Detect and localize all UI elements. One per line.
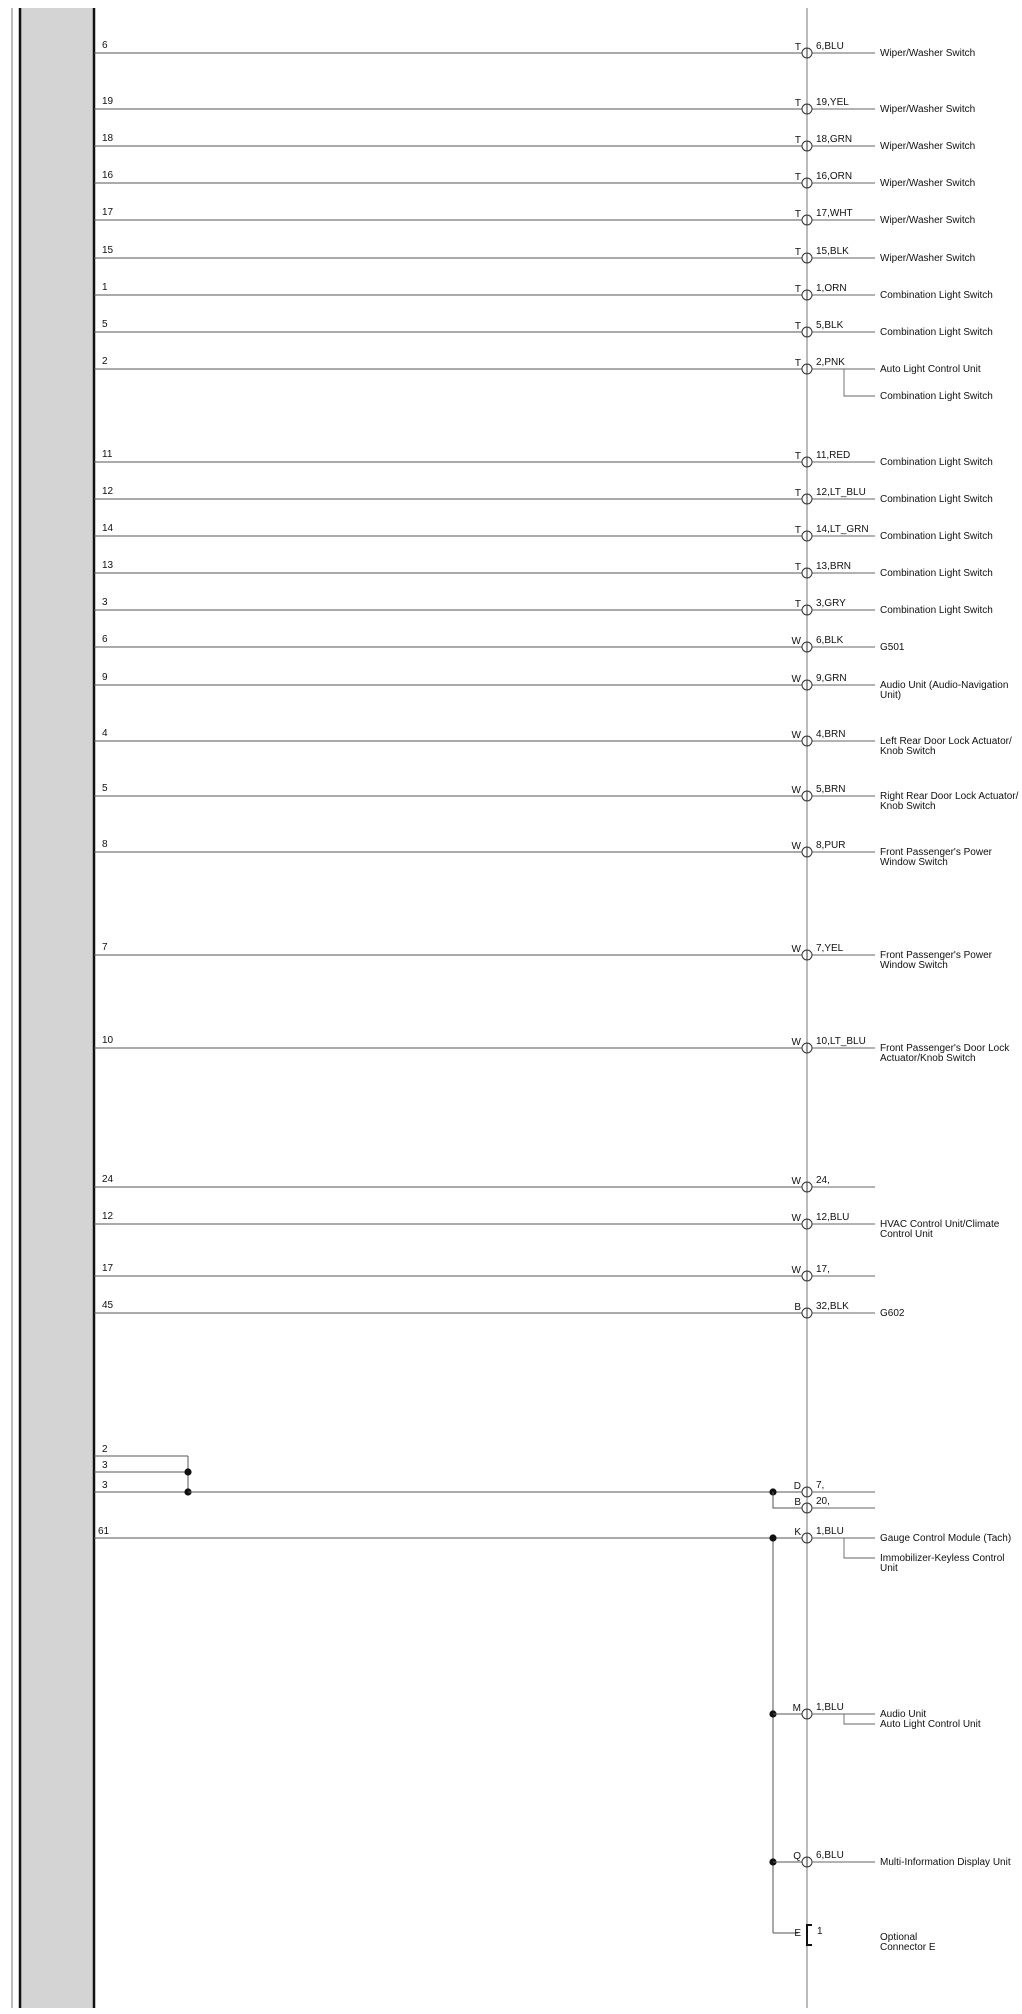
destination-label-line-0: Combination Light Switch (880, 568, 993, 579)
destination-label-line-1: Knob Switch (880, 801, 936, 812)
connector-letter: W (791, 1265, 801, 1276)
connector-letter: W (791, 636, 801, 647)
pin-number: 3 (102, 597, 108, 608)
pin-number: 17 (102, 207, 114, 218)
connector-letter: T (794, 599, 801, 610)
pin-number: 24 (102, 1174, 114, 1185)
wire-row (94, 449, 993, 468)
connector-letter: Q (793, 1851, 801, 1862)
destination-label-line-1: Actuator/Knob Switch (880, 1053, 976, 1064)
pin-number: 4 (102, 728, 108, 739)
destination-label-line-0: Left Rear Door Lock Actuator/ (880, 736, 1012, 747)
wire-color-label: 15,BLK (816, 246, 849, 257)
pin-number: 5 (102, 319, 108, 330)
wire-row (94, 1263, 875, 1281)
connector-letter: W (791, 1213, 801, 1224)
pin-number: 6 (102, 634, 108, 645)
connector-letter: T (794, 98, 801, 109)
destination-label-line-0: Right Rear Door Lock Actuator/ (880, 791, 1019, 802)
connector-letter: E (794, 1928, 801, 1939)
destination-label-line-0: Combination Light Switch (880, 290, 993, 301)
pin-number: 13 (102, 560, 114, 571)
pin-number: 9 (102, 672, 108, 683)
destination-label-line-1: Control Unit (880, 1229, 933, 1240)
wire-color-label: 1,ORN (816, 283, 847, 294)
wire-color-label: 4,BRN (816, 729, 846, 740)
destination-label-line-0: Audio Unit (Audio-Navigation (880, 680, 1009, 691)
destination-label-line-1: Knob Switch (880, 746, 936, 757)
pin-number: 6 (102, 40, 108, 51)
wire-color-label: 17,WHT (816, 208, 853, 219)
pin-number: 17 (102, 1263, 114, 1274)
connector-letter: T (794, 488, 801, 499)
connector-letter: W (791, 944, 801, 955)
wire-row (94, 634, 905, 653)
joint-pin-number: 3 (102, 1480, 108, 1491)
wire-row (94, 319, 993, 338)
wire-color-label: 19,YEL (816, 97, 849, 108)
destination-label-line-0: Gauge Control Module (Tach) (880, 1533, 1012, 1544)
pin-number: 19 (102, 96, 114, 107)
wire-row (94, 282, 993, 301)
wire-row (94, 40, 975, 59)
pin-number: 15 (102, 245, 114, 256)
branch-destination-label-line-0: Immobilizer-Keyless Control (880, 1553, 1005, 1564)
wire-color-label: 1,BLU (816, 1526, 844, 1537)
pin-number: 1 (102, 282, 108, 293)
wire-rows (94, 40, 1019, 1319)
wire-color-label: 1,BLU (816, 1702, 844, 1713)
destination-label-line-0: Wiper/Washer Switch (880, 104, 976, 115)
connector-letter: T (794, 358, 801, 369)
destination-label-line-0: Wiper/Washer Switch (880, 215, 976, 226)
pin-number: 8 (102, 839, 108, 850)
wire-row (94, 560, 993, 579)
wire-color-label: 12,BLU (816, 1212, 850, 1223)
connector-letter: W (791, 785, 801, 796)
connector-letter: W (791, 841, 801, 852)
connector-letter: T (794, 284, 801, 295)
destination-label-line-0: Wiper/Washer Switch (880, 253, 976, 264)
destination-label-line-0: Auto Light Control Unit (880, 364, 981, 375)
pin-number: 7 (102, 942, 108, 953)
joint-pin-number: 2 (102, 1444, 108, 1455)
splice-dot (769, 1534, 776, 1541)
wire-row (94, 523, 993, 542)
connector-letter: W (791, 1037, 801, 1048)
wire-color-label: 6,BLU (816, 1850, 844, 1861)
wire-row (94, 207, 975, 226)
destination-label-line-1: Window Switch (880, 857, 948, 868)
wire-row (94, 839, 993, 868)
wire-row (94, 597, 993, 616)
wire-color-label: 6,BLK (816, 635, 844, 646)
wire-color-label: 5,BLK (816, 320, 844, 331)
wire-color-label: 24, (816, 1175, 830, 1186)
branch-destination-label-line-1: Unit (880, 1563, 898, 1574)
wire-row (94, 245, 975, 264)
splice-dot (184, 1468, 191, 1475)
connector-letter: T (794, 525, 801, 536)
wire-color-label: 18,GRN (816, 134, 853, 145)
destination-label-line-0: G501 (880, 642, 905, 653)
wire-color-label: 13,BRN (816, 561, 852, 572)
control-unit-body (20, 8, 94, 2008)
connector-letter: T (794, 172, 801, 183)
wire-color-label: 7,YEL (816, 943, 844, 954)
destination-label-line-0: HVAC Control Unit/Climate (880, 1219, 1000, 1230)
connector-letter: T (794, 451, 801, 462)
destination-label-line-0: Combination Light Switch (880, 494, 993, 505)
wire-color-label: 20, (816, 1496, 830, 1507)
destination-label-line-0: Wiper/Washer Switch (880, 141, 976, 152)
pin-number: 2 (102, 356, 108, 367)
joint-pin-number: 3 (102, 1460, 108, 1471)
connector-letter: B (794, 1497, 801, 1508)
connector-letter: T (794, 321, 801, 332)
destination-label-line-1: Unit) (880, 690, 902, 701)
wire-color-label: 10,LT_BLU (816, 1036, 866, 1047)
wire-row (94, 170, 975, 189)
connector-letter: W (791, 730, 801, 741)
wire-row (94, 672, 1008, 701)
destination-label-line-0: G602 (880, 1308, 905, 1319)
optional-connector-bracket-icon (807, 1925, 812, 1945)
wire-row (94, 96, 975, 115)
wire-color-label: 14,LT_GRN (816, 524, 869, 535)
connector-letter: T (794, 209, 801, 220)
branch-wire (844, 369, 875, 396)
destination-label-line-1: Window Switch (880, 960, 948, 971)
pin-number: 11 (102, 449, 113, 460)
branch-wire (844, 1538, 875, 1558)
wire-color-label: 5,BRN (816, 784, 846, 795)
wire-color-label: 6,BLU (816, 41, 844, 52)
destination-label-line-0: Combination Light Switch (880, 327, 993, 338)
destination-label-line-1: Auto Light Control Unit (880, 1719, 981, 1730)
destination-label-line-0: Front Passenger's Power (880, 950, 992, 961)
wire-row (94, 942, 993, 971)
joint-circuit (94, 1444, 875, 1513)
pin-number: 16 (102, 170, 114, 181)
destination-label-line-0: Multi-Information Display Unit (880, 1857, 1011, 1868)
connector-letter: M (792, 1703, 801, 1714)
connector-letter: D (793, 1481, 801, 1492)
destination-label-line-0: Combination Light Switch (880, 531, 993, 542)
branch-wire (844, 1714, 875, 1724)
wire-row (94, 728, 1012, 757)
wire-color-label: 32,BLK (816, 1301, 849, 1312)
pin-number: 10 (102, 1035, 114, 1046)
wire-row (94, 783, 1019, 812)
pin-number: 12 (102, 486, 114, 497)
connector-letter: W (791, 674, 801, 685)
wire-color-label: 2,PNK (816, 357, 845, 368)
wire-row (94, 1174, 875, 1192)
destination-label-line-0: Audio Unit (880, 1709, 927, 1720)
wire-color-label: 17, (816, 1264, 830, 1275)
wire-color-label: 12,LT_BLU (816, 487, 866, 498)
wire-color-label: 3,GRY (816, 598, 846, 609)
wire-row (94, 1211, 1000, 1240)
wire-row (94, 356, 993, 402)
connector-letter: T (794, 247, 801, 258)
wire-color-label: 8,PUR (816, 840, 846, 851)
branch-destination-label-line-0: Combination Light Switch (880, 391, 993, 402)
wire-color-label: 16,ORN (816, 171, 853, 182)
pin-number: 5 (102, 783, 108, 794)
wire-color-label: 11,RED (816, 450, 851, 461)
destination-label-line-0: Front Passenger's Door Lock (880, 1043, 1010, 1054)
destination-label-line-0: Combination Light Switch (880, 605, 993, 616)
destination-label-line-0: Combination Light Switch (880, 457, 993, 468)
destination-label-line-0: Wiper/Washer Switch (880, 178, 976, 189)
shared-bus-circuit (94, 1526, 1011, 1953)
connector-letter: T (794, 562, 801, 573)
bus-pin-number: 61 (98, 1526, 110, 1537)
connector-letter: T (794, 42, 801, 53)
wire-color-label: 9,GRN (816, 673, 847, 684)
wire-row (94, 486, 993, 505)
wire-row (94, 133, 975, 152)
pin-number: 14 (102, 523, 114, 534)
pin-number: 45 (102, 1300, 114, 1311)
connector-letter: W (791, 1176, 801, 1187)
optional-destination-label-line-1: Connector E (880, 1942, 936, 1953)
connector-letter: B (794, 1302, 801, 1313)
wire-color-label: 7, (816, 1480, 825, 1491)
pin-number: 12 (102, 1211, 114, 1222)
destination-label-line-0: Front Passenger's Power (880, 847, 992, 858)
optional-destination-label-line-0: Optional (880, 1932, 918, 1943)
wire-color-label: 1 (817, 1926, 823, 1937)
pin-number: 18 (102, 133, 114, 144)
wire-row (94, 1300, 905, 1319)
wire-row (94, 1035, 1010, 1064)
connector-letter: T (794, 135, 801, 146)
destination-label-line-0: Wiper/Washer Switch (880, 48, 976, 59)
connector-letter: K (794, 1527, 801, 1538)
